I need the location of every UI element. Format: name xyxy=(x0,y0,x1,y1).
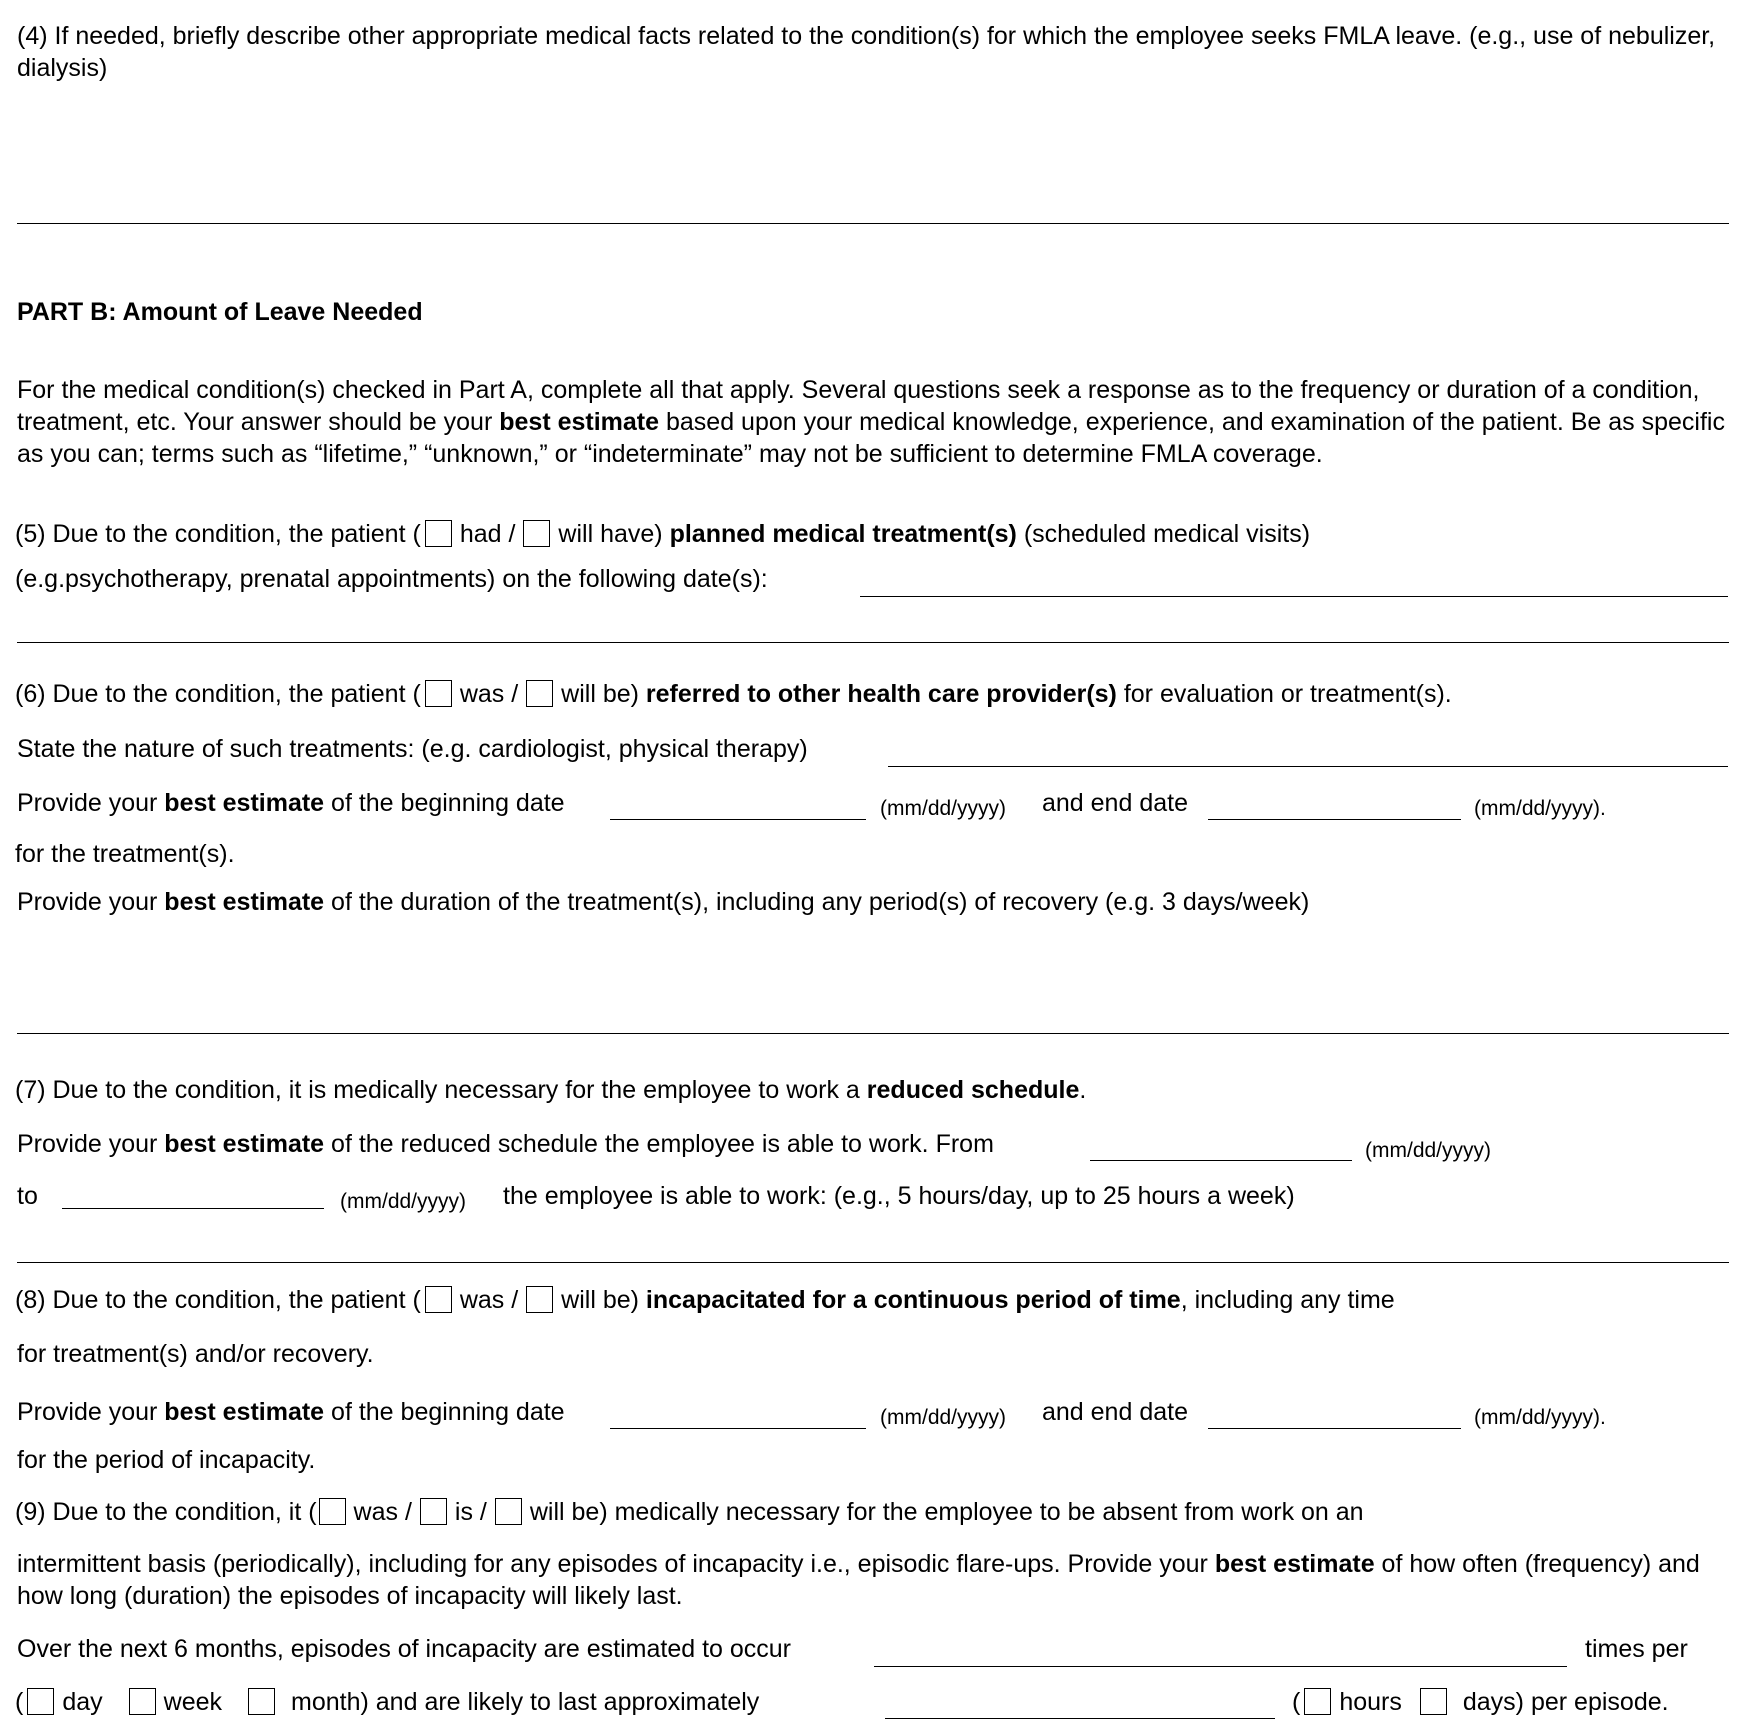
q7-prefix: (7) Due to the condition, it is medically necessary for the employee to work a xyxy=(15,1076,867,1104)
q6-duration-line xyxy=(17,1033,1729,1034)
q8-will-be-label: will be) xyxy=(561,1286,639,1314)
q7-line-1 xyxy=(15,1074,1086,1106)
q4-description-area[interactable] xyxy=(17,92,1727,212)
q8-will-be-checkbox[interactable] xyxy=(526,1286,553,1313)
q6-bold: referred to other health care provider(s) xyxy=(645,680,1117,708)
q6-and-end-label: and end date xyxy=(1042,789,1188,817)
q6-prefix: (6) Due to the condition, the patient ( xyxy=(15,680,421,708)
q8-for-period: for the period of incapacity. xyxy=(17,1446,316,1474)
q8-est-bold: best estimate xyxy=(164,1398,325,1426)
q6-nature-field[interactable] xyxy=(888,738,1728,767)
part-b-intro-bold: best estimate xyxy=(499,408,660,436)
q5-had-checkbox[interactable] xyxy=(425,520,452,547)
q8-line-2: for treatment(s) and/or recovery. xyxy=(17,1340,374,1368)
q9-p2-text-1: intermittent basis (periodically), including for any episodes of incapacity i.e., episodic flare-ups. Provide your xyxy=(17,1550,1215,1578)
q7-est-prefix: Provide your xyxy=(17,1130,165,1158)
q8-was-label: was / xyxy=(459,1286,519,1314)
q9-day-checkbox[interactable] xyxy=(27,1688,54,1715)
q6-dur-suffix: of the duration of the treatment(s), including any period(s) of recovery (e.g. 3 days/week) xyxy=(324,888,1310,916)
q7-suffix: . xyxy=(1079,1076,1087,1104)
q6-suffix: for evaluation or treatment(s). xyxy=(1116,680,1452,708)
q9-days-checkbox[interactable] xyxy=(1420,1688,1447,1715)
q7-schedule-field[interactable] xyxy=(17,1234,1729,1263)
q8-est-prefix: Provide your xyxy=(17,1398,165,1426)
q6-end-date-field[interactable] xyxy=(1208,791,1461,820)
q5-dates-field[interactable] xyxy=(860,568,1728,597)
q6-est-suffix: of the beginning date xyxy=(324,789,565,817)
q8-line-1 xyxy=(15,1284,1395,1316)
q6-will-be-label: will be) xyxy=(561,680,639,708)
q6-begin-date-field[interactable] xyxy=(610,791,866,820)
q5-line-1 xyxy=(15,518,1310,550)
part-b-intro xyxy=(17,374,1739,470)
q9-is-checkbox[interactable] xyxy=(420,1498,447,1525)
q5-will-have-label: will have) xyxy=(558,520,663,548)
q9-hours-checkbox[interactable] xyxy=(1304,1688,1331,1715)
q8-begin-date-field[interactable] xyxy=(610,1400,866,1429)
q8-suffix: , including any time xyxy=(1180,1286,1395,1314)
q9-hours-label: hours xyxy=(1339,1688,1402,1716)
q5-bold: planned medical treatment(s) xyxy=(669,520,1017,548)
q8-prefix: (8) Due to the condition, the patient ( xyxy=(15,1286,421,1314)
q7-bold: reduced schedule xyxy=(866,1076,1080,1104)
q6-dur-bold: best estimate xyxy=(164,888,325,916)
q6-begin-date-format: (mm/dd/yyyy) xyxy=(880,797,1006,820)
q5-prefix: (5) Due to the condition, the patient ( xyxy=(15,520,421,548)
q8-est-suffix: of the beginning date xyxy=(324,1398,565,1426)
q9-month-label: month) xyxy=(291,1688,369,1716)
q5-line-2: (e.g.psychotherapy, prenatal appointments) on the following date(s): xyxy=(15,565,768,593)
q8-estimate-label xyxy=(17,1396,565,1428)
q6-duration-label xyxy=(17,886,1309,918)
q9-over-label: Over the next 6 months, episodes of incapacity are estimated to occur xyxy=(17,1635,792,1663)
q7-to-date-format: (mm/dd/yyyy) xyxy=(340,1190,466,1213)
q9-day-label: day xyxy=(62,1688,103,1716)
q9-week-checkbox[interactable] xyxy=(129,1688,156,1715)
q9-will-be-label: will be) xyxy=(529,1498,608,1526)
q8-bold: incapacitated for a continuous period of time xyxy=(645,1286,1181,1314)
q9-times-per: times per xyxy=(1585,1635,1688,1663)
q8-was-checkbox[interactable] xyxy=(425,1286,452,1313)
q7-tail: the employee is able to work: (e.g., 5 hours/day, up to 25 hours a week) xyxy=(503,1182,1295,1210)
q9-frequency-field[interactable] xyxy=(874,1638,1567,1667)
q9-p2-bold: best estimate xyxy=(1214,1550,1375,1578)
q6-nature-label: State the nature of such treatments: (e.g. cardiologist, physical therapy) xyxy=(17,735,808,763)
q9-likely-label: and are likely to last approximately xyxy=(375,1688,760,1716)
q5-suffix: (scheduled medical visits) xyxy=(1016,520,1311,548)
q6-est-prefix: Provide your xyxy=(17,789,165,817)
q9-was-checkbox[interactable] xyxy=(319,1498,346,1525)
q9-open-paren: ( xyxy=(15,1688,24,1716)
q9-open-paren-2: ( xyxy=(1292,1688,1301,1716)
q7-to-label: to xyxy=(17,1182,38,1210)
q9-week-label: week xyxy=(163,1688,223,1716)
q9-last-line xyxy=(15,1686,759,1718)
q9-month-checkbox[interactable] xyxy=(248,1688,275,1715)
q6-line-1 xyxy=(15,678,1452,710)
q7-est-suffix: of the reduced schedule the employee is able to work. From xyxy=(324,1130,994,1158)
q9-days-label: days) xyxy=(1462,1688,1525,1716)
q5-had-label: had / xyxy=(459,520,516,548)
q5-will-have-checkbox[interactable] xyxy=(523,520,550,547)
q4-text: (4) If needed, briefly describe other appropriate medical facts related to the condition(s) for which the employee seeks FMLA leave. (e.g., use of nebulizer, dialysis) xyxy=(17,22,1716,82)
q7-from-date-field[interactable] xyxy=(1090,1132,1352,1161)
q6-was-checkbox[interactable] xyxy=(425,680,452,707)
q7-estimate-label xyxy=(17,1128,994,1160)
q9-will-be-checkbox[interactable] xyxy=(495,1498,522,1525)
q9-p2-text-2: of how often (frequency) and how long (duration) the episodes of incapacity will likely last. xyxy=(17,1550,1700,1610)
q6-for-treatment: for the treatment(s). xyxy=(15,840,235,868)
part-b-heading: PART B: Amount of Leave Needed xyxy=(17,298,423,326)
q9-suffix: medically necessary for the employee to be absent from work on an xyxy=(607,1498,1364,1526)
q9-line-1 xyxy=(15,1496,1364,1528)
q6-estimate-label xyxy=(17,787,565,819)
q6-end-date-format: (mm/dd/yyyy). xyxy=(1474,797,1606,820)
q6-est-bold: best estimate xyxy=(164,789,325,817)
q9-duration-field[interactable] xyxy=(885,1690,1275,1719)
q9-unit-group xyxy=(1292,1686,1669,1718)
q6-was-label: was / xyxy=(459,680,519,708)
q8-and-end-label: and end date xyxy=(1042,1398,1188,1426)
part-b-intro-text-1: For the medical condition(s) checked in Part A, complete all that apply. Several questions seek a response as to the frequency or duration of a condition, treatment, etc. Your answer should be your xyxy=(17,376,1700,436)
q9-is-label: is / xyxy=(454,1498,487,1526)
q8-begin-date-format: (mm/dd/yyyy) xyxy=(880,1406,1006,1429)
q7-from-date-format: (mm/dd/yyyy) xyxy=(1365,1139,1491,1162)
q8-end-date-field[interactable] xyxy=(1208,1400,1461,1429)
q9-paragraph xyxy=(17,1548,1739,1612)
part-b-intro-text-2: based upon your medical knowledge, experience, and examination of the patient. Be as specific as you can; terms such as “lifetime,” “unknown,” or “indeterminate” may not be sufficient to determine FMLA coverage. xyxy=(17,408,1725,468)
q9-prefix: (9) Due to the condition, it ( xyxy=(15,1498,317,1526)
q5-dates-field-2[interactable] xyxy=(17,614,1729,643)
q7-to-date-field[interactable] xyxy=(62,1180,324,1209)
q6-will-be-checkbox[interactable] xyxy=(526,680,553,707)
q7-est-bold: best estimate xyxy=(164,1130,325,1158)
q4-answer-line xyxy=(17,223,1729,224)
q6-dur-prefix: Provide your xyxy=(17,888,165,916)
q6-duration-area[interactable] xyxy=(17,922,1727,1022)
q9-was-label: was / xyxy=(353,1498,412,1526)
q9-per-episode: per episode. xyxy=(1530,1688,1669,1716)
q8-end-date-format: (mm/dd/yyyy). xyxy=(1474,1406,1606,1429)
